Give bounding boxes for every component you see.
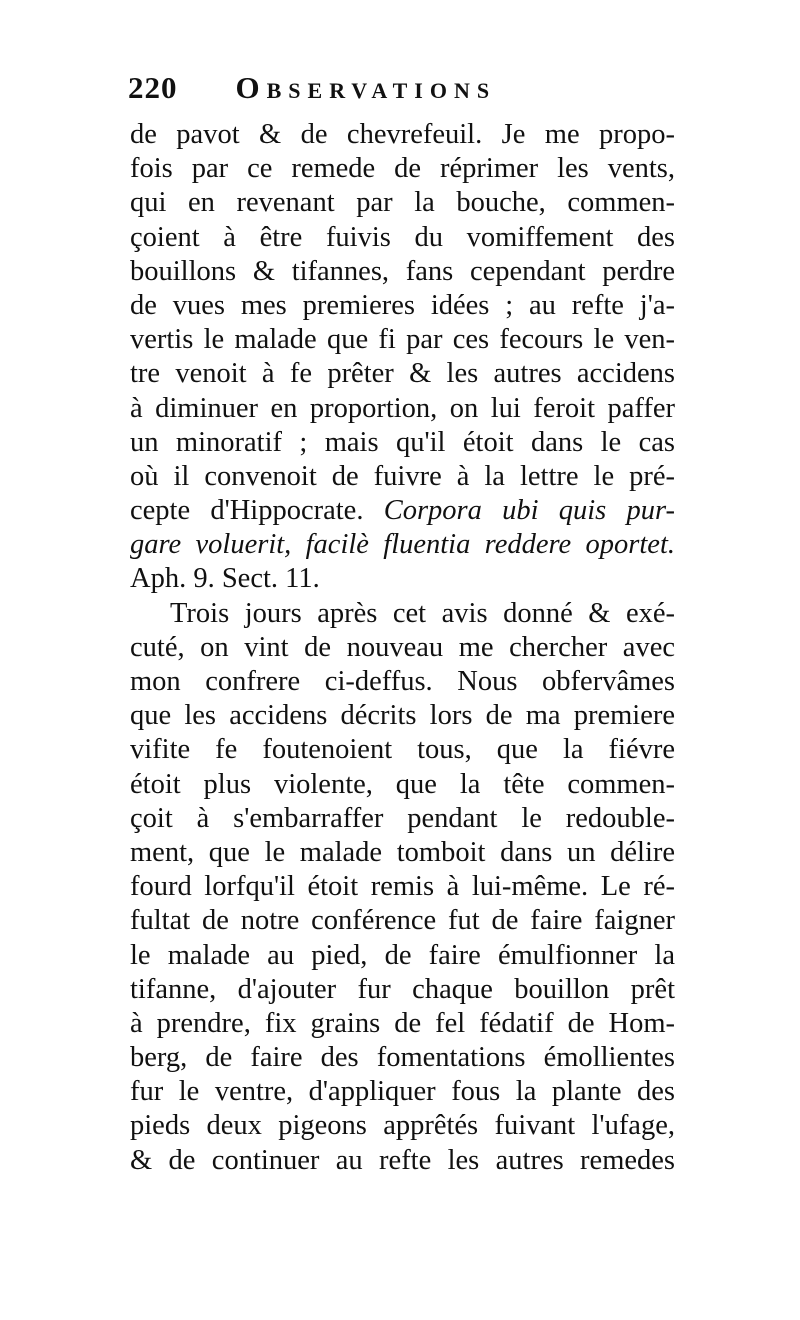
text-line: un minoratif ; mais qu'il étoit dans le cas bbox=[130, 426, 675, 458]
text-line: tifanne, d'ajouter fur chaque bouillon prêt bbox=[130, 973, 675, 1005]
text-line: fois par ce remede de réprimer les vents, bbox=[130, 153, 675, 185]
text-line: bouillons & tifannes, fans cependant perdre bbox=[130, 255, 675, 287]
paragraph-2 bbox=[130, 597, 675, 1178]
text-segment: cepte d'Hippocrate. bbox=[130, 495, 384, 527]
text-line: & de continuer au refte les autres remedes bbox=[130, 1144, 675, 1176]
running-head: Observations bbox=[235, 70, 497, 105]
body-text bbox=[130, 118, 675, 1178]
text-line: qui en revenant par la bouche, commen- bbox=[130, 187, 675, 219]
paragraph-1 bbox=[130, 118, 675, 597]
page-number: 220 bbox=[128, 70, 178, 105]
text-line: ment, que le malade tomboit dans un délire bbox=[130, 836, 675, 868]
text-line: çoit à s'embarraffer pendant le redouble- bbox=[130, 802, 675, 834]
text-line: où il convenoit de fuivre à la lettre le pré- bbox=[130, 460, 675, 492]
text-line: Trois jours après cet avis donné & exé- bbox=[170, 597, 675, 629]
latin-quote-line: gare voluerit, facilè fluentia reddere oportet. bbox=[130, 529, 675, 561]
text-line: cuté, on vint de nouveau me chercher avec bbox=[130, 631, 675, 663]
text-line: çoient à être fuivis du vomiffement des bbox=[130, 221, 675, 253]
text-line: fur le ventre, d'appliquer fous la plante des bbox=[130, 1076, 675, 1108]
text-line: de pavot & de chevrefeuil. Je me propo- bbox=[130, 119, 675, 150]
text-line: étoit plus violente, que la tête commen- bbox=[130, 768, 675, 800]
text-line: à prendre, fix grains de fel fédatif de Hom- bbox=[130, 1007, 675, 1039]
text-line: le malade au pied, de faire émulfionner la bbox=[130, 939, 675, 971]
text-line: à diminuer en proportion, on lui feroit paffer bbox=[130, 392, 675, 424]
text-line: fourd lorfqu'il étoit remis à lui-même. Le ré- bbox=[130, 871, 675, 903]
text-line: vertis le malade que fi par ces fecours le ven- bbox=[130, 324, 675, 356]
text-line: que les accidens décrits lors de ma premiere bbox=[130, 700, 675, 732]
text-line: de vues mes premieres idées ; au refte j'a- bbox=[130, 289, 675, 321]
text-line: vifite fe foutenoient tous, que la fiévre bbox=[130, 734, 675, 766]
latin-quote: Corpora ubi quis pur- bbox=[383, 495, 675, 527]
text-line: pieds deux pigeons apprêtés fuivant l'ufage, bbox=[130, 1110, 675, 1142]
text-line: fultat de notre conférence fut de faire faigner bbox=[130, 905, 675, 937]
text-line-mixed bbox=[130, 494, 675, 528]
citation-line: Aph. 9. Sect. 11. bbox=[130, 563, 320, 595]
text-line: berg, de faire des fomentations émollientes bbox=[130, 1042, 675, 1074]
text-line: tre venoit à fe prêter & les autres accidens bbox=[130, 358, 675, 390]
page-header bbox=[128, 70, 668, 114]
text-line: mon confrere ci-deffus. Nous obfervâmes bbox=[130, 666, 675, 697]
